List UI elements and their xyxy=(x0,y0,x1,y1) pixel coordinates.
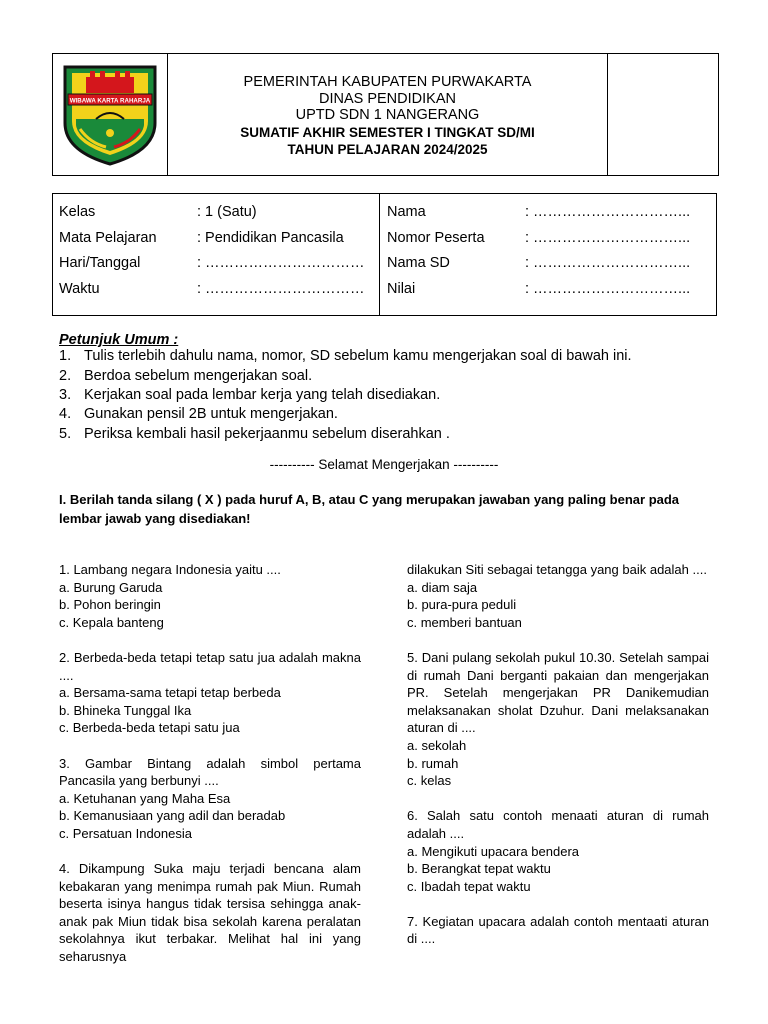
answer-option[interactable]: c. Kepala banteng xyxy=(59,614,164,630)
petunjuk-num: 3. xyxy=(59,387,72,403)
answer-option[interactable]: a. Mengikuti upacara bendera xyxy=(407,843,580,859)
info-value-kelas: : 1 (Satu) xyxy=(197,204,257,220)
header-line-5: TAHUN PELAJARAN 2024/2025 xyxy=(287,142,488,157)
answer-option[interactable]: b. Kemanusiaan yang adil dan beradab xyxy=(59,808,286,824)
petunjuk-text: Kerjakan soal pada lembar kerja yang telah disediakan. xyxy=(84,387,441,403)
question-stem-continued: dilakukan Siti sebagai tetangga yang baik adalah .... xyxy=(407,562,707,577)
header-line-4: SUMATIF AKHIR SEMESTER I TINGKAT SD/MI xyxy=(240,125,535,140)
section-instruction: I. Berilah tanda silang ( X ) pada huruf A, B, atau C yang merupakan jawaban yang paling benar pada lembar jawab yang disediakan! xyxy=(59,492,680,526)
petunjuk-text: Gunakan pensil 2B untuk mengerjakan. xyxy=(84,406,338,422)
petunjuk-num: 1. xyxy=(59,348,72,364)
answer-option[interactable]: b. pura-pura peduli xyxy=(407,597,517,613)
questions-right-column xyxy=(407,561,709,948)
info-label-waktu: Waktu xyxy=(59,281,100,297)
info-label-tanggal: Hari/Tanggal xyxy=(59,255,141,271)
question-stem: 3. Gambar Bintang adalah simbol pertama Pancasila yang berbunyi .... xyxy=(59,755,361,789)
answer-option[interactable]: b. Berangkat tepat waktu xyxy=(407,861,551,877)
question-stem: 7. Kegiatan upacara adalah contoh mentaati aturan di .... xyxy=(407,913,709,947)
question-stem: 6. Salah satu contoh menaati aturan di rumah adalah .... xyxy=(407,808,709,841)
info-label-nama-sd: Nama SD xyxy=(387,255,450,271)
answer-option[interactable]: c. memberi bantuan xyxy=(407,614,522,630)
info-value-waktu[interactable]: : …………………………… xyxy=(197,281,365,297)
info-value-nama[interactable]: : …………………………... xyxy=(525,204,691,220)
header-right-cell xyxy=(607,53,719,176)
petunjuk-item xyxy=(59,426,450,443)
answer-option[interactable]: a. sekolah xyxy=(407,737,467,753)
answer-option[interactable]: b. Pohon beringin xyxy=(59,597,161,613)
info-label-nama: Nama xyxy=(387,204,426,220)
info-value-mapel: : Pendidikan Pancasila xyxy=(197,230,344,246)
answer-option[interactable]: c. Ibadah tepat waktu xyxy=(407,878,531,894)
answer-option[interactable]: a. Bersama-sama tetapi tetap berbeda xyxy=(59,685,281,701)
petunjuk-item xyxy=(59,406,338,423)
info-value-nilai[interactable]: : …………………………... xyxy=(525,281,691,297)
question-stem: 1. Lambang negara Indonesia yaitu .... xyxy=(59,562,281,577)
header-line-3: UPTD SDN 1 NANGERANG xyxy=(295,107,480,123)
answer-option[interactable]: c. Persatuan Indonesia xyxy=(59,825,192,841)
question-stem: 2. Berbeda-beda tetapi tetap satu jua adalah makna .... xyxy=(59,649,361,683)
purwakarta-emblem-logo xyxy=(62,63,158,166)
info-value-nomor-peserta[interactable]: : …………………………... xyxy=(525,230,691,246)
answer-option[interactable]: a. Ketuhanan yang Maha Esa xyxy=(59,790,231,806)
answer-option[interactable]: b. Bhineka Tunggal Ika xyxy=(59,702,192,718)
answer-option[interactable]: c. kelas xyxy=(407,773,452,789)
info-label-mapel: Mata Pelajaran xyxy=(59,230,157,246)
info-label-nomor-peserta: Nomor Peserta xyxy=(387,230,485,246)
answer-option[interactable]: a. diam saja xyxy=(407,579,478,595)
info-value-tanggal[interactable]: : …………………………… xyxy=(197,255,365,271)
petunjuk-item xyxy=(59,368,312,385)
info-label-nilai: Nilai xyxy=(387,281,416,297)
petunjuk-num: 5. xyxy=(59,426,72,442)
info-label-kelas: Kelas xyxy=(59,204,96,220)
petunjuk-num: 2. xyxy=(59,368,72,384)
petunjuk-title: Petunjuk Umum : xyxy=(59,332,179,348)
header-line-1: PEMERINTAH KABUPATEN PURWAKARTA xyxy=(243,74,532,90)
questions-left-column xyxy=(59,561,361,966)
greeting-line: ---------- Selamat Mengerjakan ---------- xyxy=(269,457,499,472)
petunjuk-text: Periksa kembali hasil pekerjaanmu sebelum diserahkan . xyxy=(84,426,450,442)
petunjuk-item xyxy=(59,387,440,404)
answer-option[interactable]: c. Berbeda-beda tetapi satu jua xyxy=(59,720,240,736)
answer-option[interactable]: a. Burung Garuda xyxy=(59,579,163,595)
petunjuk-text: Berdoa sebelum mengerjakan soal. xyxy=(84,368,313,384)
logo-banner-text: WIBAWA KARTA RAHARJA xyxy=(69,97,151,105)
petunjuk-num: 4. xyxy=(59,406,72,422)
answer-option[interactable]: b. rumah xyxy=(407,755,459,771)
info-divider xyxy=(379,193,380,316)
question-stem: 4. Dikampung Suka maju terjadi bencana alam kebakaran yang menimpa rumah pak Miun. Rumah beserta isinya hangus tidak tersisa sehingga anak-anak pak Miun tidak bisa sekolah karena peralatan sekolahnya ikut terbakar. Melihat hal ini yang seharusnya xyxy=(59,861,361,965)
petunjuk-text: Tulis terlebih dahulu nama, nomor, SD sebelum kamu mengerjakan soal di bawah ini. xyxy=(84,348,632,364)
question-stem: 5. Dani pulang sekolah pukul 10.30. Setelah sampai di rumah Dani berganti pakaian dan mengerjakan PR. Setelah mengerjakan PR Danikemudian melaksanakan sholat Dzuhur. Dani melaksanakan aturan di .... xyxy=(407,649,709,736)
info-value-nama-sd[interactable]: : …………………………... xyxy=(525,255,691,271)
petunjuk-item xyxy=(59,348,632,365)
header-line-2: DINAS PENDIDIKAN xyxy=(319,91,456,107)
